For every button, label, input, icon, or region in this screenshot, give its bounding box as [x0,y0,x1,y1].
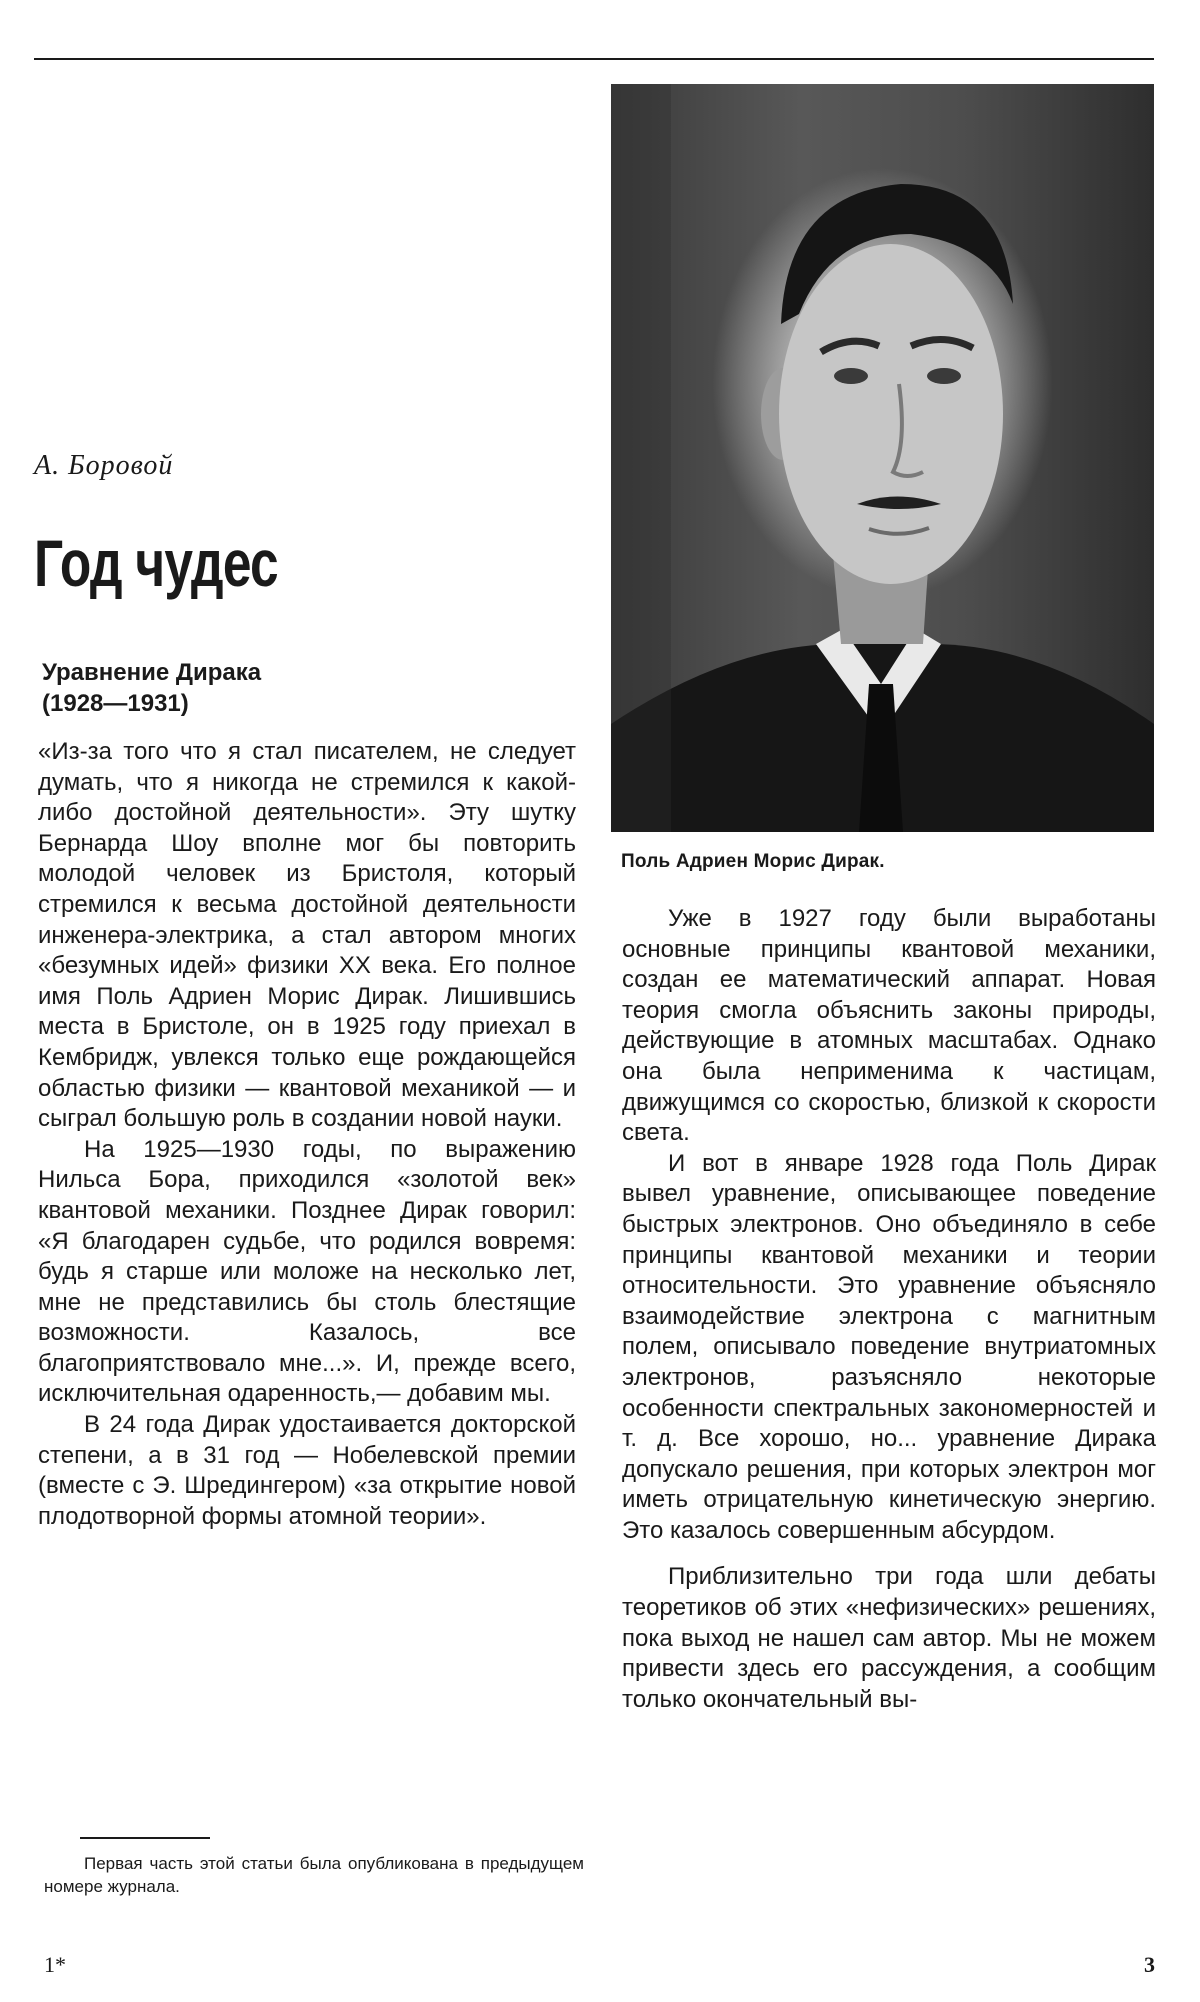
photo-caption: Поль Адриен Морис Дирак. [621,851,885,872]
top-rule [34,58,1154,60]
footnote: Первая часть этой статьи была опубликована в предыдущем номере журнала. [44,1854,584,1896]
left-paragraph-3: В 24 года Дирак удостаивается докторской степени, а в 31 год — Нобелевской премии (вместе с Э. Шредингером) «за открытие новой плодотворной формы атомной теории». [38,1411,576,1530]
right-paragraph-2: И вот в январе 1928 года Поль Дирак вывел уравнение, описывающее поведение быстрых электронов. Оно объединяло в себе принципы квантовой механики и теории относительности. Это уравнение объясняло взаимодействие электрона с магнитным полем, описывало поведение внутриатомных электронов, разъясняло некоторые особенности спектральных закономерностей и т. д. Все хорошо, но... уравнение Дирака допускало решения, при которых электрон мог иметь отрицательную кинетическую энергию. Это казалось совершенным абсурдом. [622,1149,1156,1544]
section-subhead [42,657,261,719]
subhead-years: (1928—1931) [42,690,189,717]
portrait-photo [611,84,1154,832]
article-author: А. Боровой [34,450,174,481]
article-title: Год чудес [34,526,278,600]
right-column [622,904,1156,1715]
left-column [38,737,576,1532]
subhead-title: Уравнение Дирака [42,659,262,686]
footnote-rule [80,1837,210,1839]
right-paragraph-3: Приблизительно три года шли дебаты теоретиков об этих «нефизических» решениях, пока выход не нашел сам автор. Мы не можем привести здесь его рассуждения, а сообщим только окончательный вы- [622,1563,1156,1713]
left-paragraph-2: На 1925—1930 годы, по выражению Нильса Бора, приходился «золотой век» квантовой механики. Позднее Дирак говорил: «Я благодарен судьбе, что родился вовремя: будь я старше или моложе на несколько лет, мне не представились бы столь блестящие возможности. Казалось, все благоприятствовало мне...». И, прежде всего, исключительная одаренность,— добавим мы. [38,1135,576,1408]
left-paragraph-1: «Из-за того что я стал писателем, не следует думать, что я никогда не стремился к какой-либо достойной деятельности». Эту шутку Бернарда Шоу вполне мог бы повторить молодой человек из Бристоля, который стремился к весьма достойной деятельности инженера-электрика, а стал автором многих «безумных идей» физики XX века. Его полное имя Поль Адриен Морис Дирак. Лишившись места в Бристоле, он в 1925 году приехал в Кембридж, увлекся только еще рождающейся областью физики — квантовой механикой — и сыграл большую роль в создании новой науки. [38,738,576,1133]
portrait-illustration [611,84,1154,832]
page-number: 3 [1144,1952,1155,1977]
printer-signature: 1* [44,1952,66,1977]
right-paragraph-1: Уже в 1927 году были выработаны основные принципы квантовой механики, создан ее математический аппарат. Новая теория смогла объяснить законы природы, действующие в атомных масштабах. Однако она была неприменима к частицам, движущимся со скоростью, близкой к скорости света. [622,905,1156,1147]
